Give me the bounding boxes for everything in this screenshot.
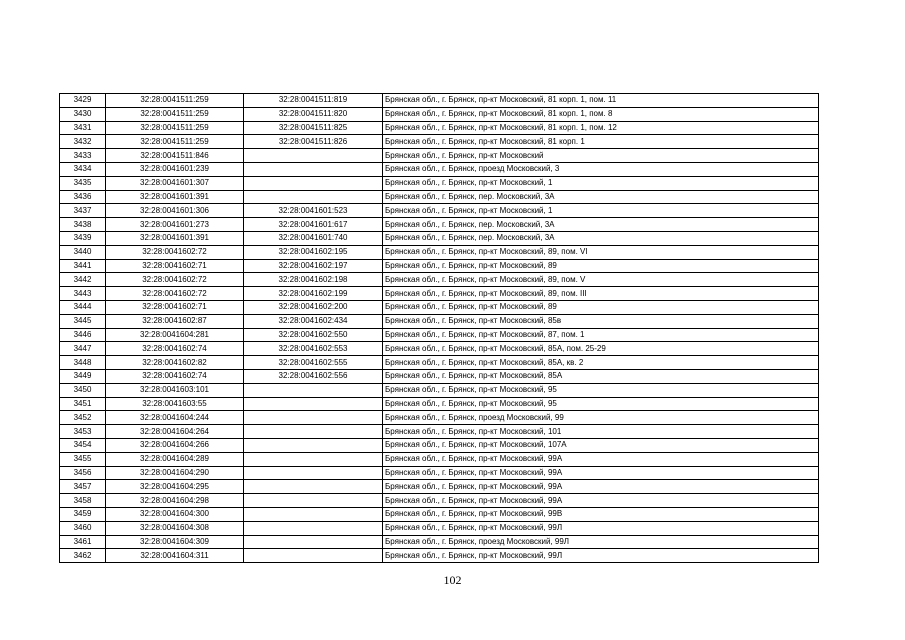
address-cell: Брянская обл., г. Брянск, пр-кт Московский, 99В (383, 507, 819, 521)
land-cadastral-number-cell: 32:28:0041601:391 (106, 190, 244, 204)
address-cell: Брянская обл., г. Брянск, пр-кт Московский, 99Л (383, 521, 819, 535)
table-row (60, 190, 819, 204)
row-number-cell: 3429 (60, 94, 106, 108)
land-cadastral-number-cell: 32:28:0041604:300 (106, 507, 244, 521)
row-number-cell: 3440 (60, 245, 106, 259)
object-cadastral-number-cell: 32:28:0041602:197 (244, 259, 383, 273)
land-cadastral-number-cell: 32:28:0041604:309 (106, 535, 244, 549)
land-cadastral-number-cell: 32:28:0041604:289 (106, 452, 244, 466)
object-cadastral-number-cell (244, 383, 383, 397)
land-cadastral-number-cell: 32:28:0041602:71 (106, 259, 244, 273)
address-cell: Брянская обл., г. Брянск, пр-кт Московский, 85в (383, 314, 819, 328)
address-cell: Брянская обл., г. Брянск, пр-кт Московский, 81 корп. 1 (383, 135, 819, 149)
table-row (60, 480, 819, 494)
address-cell: Брянская обл., г. Брянск, пр-кт Московский, 89 (383, 259, 819, 273)
land-cadastral-number-cell: 32:28:0041604:264 (106, 425, 244, 439)
page-number: 102 (443, 573, 462, 587)
object-cadastral-number-cell: 32:28:0041602:434 (244, 314, 383, 328)
land-cadastral-number-cell: 32:28:0041604:290 (106, 466, 244, 480)
object-cadastral-number-cell: 32:28:0041602:200 (244, 300, 383, 314)
row-number-cell: 3435 (60, 176, 106, 190)
land-cadastral-number-cell: 32:28:0041604:295 (106, 480, 244, 494)
address-cell: Брянская обл., г. Брянск, пр-кт Московский, 101 (383, 425, 819, 439)
land-cadastral-number-cell: 32:28:0041602:74 (106, 342, 244, 356)
address-cell: Брянская обл., г. Брянск, пр-кт Московский, 95 (383, 383, 819, 397)
land-cadastral-number-cell: 32:28:0041602:87 (106, 314, 244, 328)
table-row (60, 438, 819, 452)
land-cadastral-number-cell: 32:28:0041602:71 (106, 300, 244, 314)
address-cell: Брянская обл., г. Брянск, пр-кт Московский, 89 (383, 300, 819, 314)
table-row (60, 245, 819, 259)
table-row (60, 356, 819, 370)
object-cadastral-number-cell: 32:28:0041602:553 (244, 342, 383, 356)
object-cadastral-number-cell (244, 521, 383, 535)
land-cadastral-number-cell: 32:28:0041601:307 (106, 176, 244, 190)
address-cell: Брянская обл., г. Брянск, пр-кт Московский, 89, пом. VI (383, 245, 819, 259)
row-number-cell: 3434 (60, 162, 106, 176)
table-row (60, 535, 819, 549)
address-cell: Брянская обл., г. Брянск, пер. Московский, 3А (383, 190, 819, 204)
row-number-cell: 3444 (60, 300, 106, 314)
object-cadastral-number-cell: 32:28:0041601:617 (244, 218, 383, 232)
row-number-cell: 3460 (60, 521, 106, 535)
land-cadastral-number-cell: 32:28:0041604:281 (106, 328, 244, 342)
object-cadastral-number-cell: 32:28:0041602:555 (244, 356, 383, 370)
object-cadastral-number-cell: 32:28:0041602:198 (244, 273, 383, 287)
row-number-cell: 3441 (60, 259, 106, 273)
row-number-cell: 3458 (60, 494, 106, 508)
row-number-cell: 3451 (60, 397, 106, 411)
row-number-cell: 3432 (60, 135, 106, 149)
object-cadastral-number-cell (244, 549, 383, 563)
land-cadastral-number-cell: 32:28:0041604:308 (106, 521, 244, 535)
land-cadastral-number-cell: 32:28:0041602:72 (106, 245, 244, 259)
row-number-cell: 3431 (60, 121, 106, 135)
object-cadastral-number-cell: 32:28:0041601:740 (244, 231, 383, 245)
object-cadastral-number-cell (244, 535, 383, 549)
address-cell: Брянская обл., г. Брянск, проезд Московский, 3 (383, 162, 819, 176)
address-cell: Брянская обл., г. Брянск, проезд Московский, 99 (383, 411, 819, 425)
object-cadastral-number-cell (244, 438, 383, 452)
land-cadastral-number-cell: 32:28:0041601:391 (106, 231, 244, 245)
address-cell: Брянская обл., г. Брянск, пр-кт Московский, 87, пом. 1 (383, 328, 819, 342)
land-cadastral-number-cell: 32:28:0041603:55 (106, 397, 244, 411)
address-cell: Брянская обл., г. Брянск, пр-кт Московский, 85А, кв. 2 (383, 356, 819, 370)
table-row (60, 162, 819, 176)
row-number-cell: 3430 (60, 107, 106, 121)
table-row (60, 342, 819, 356)
row-number-cell: 3448 (60, 356, 106, 370)
table-row (60, 314, 819, 328)
table-row (60, 383, 819, 397)
land-cadastral-number-cell: 32:28:0041603:101 (106, 383, 244, 397)
registry-table-body (60, 94, 819, 563)
table-row (60, 231, 819, 245)
object-cadastral-number-cell (244, 176, 383, 190)
address-cell: Брянская обл., г. Брянск, пр-кт Московский (383, 149, 819, 163)
table-row (60, 107, 819, 121)
address-cell: Брянская обл., г. Брянск, пр-кт Московский, 95 (383, 397, 819, 411)
table-row (60, 411, 819, 425)
table-row (60, 369, 819, 383)
table-row (60, 466, 819, 480)
address-cell: Брянская обл., г. Брянск, пр-кт Московский, 99А (383, 452, 819, 466)
address-cell: Брянская обл., г. Брянск, пер. Московский, 3А (383, 218, 819, 232)
row-number-cell: 3443 (60, 287, 106, 301)
address-cell: Брянская обл., г. Брянск, пр-кт Московский, 89, пом. III (383, 287, 819, 301)
address-cell: Брянская обл., г. Брянск, пр-кт Московский, 81 корп. 1, пом. 8 (383, 107, 819, 121)
object-cadastral-number-cell (244, 149, 383, 163)
table-row (60, 218, 819, 232)
land-cadastral-number-cell: 32:28:0041602:74 (106, 369, 244, 383)
land-cadastral-number-cell: 32:28:0041601:239 (106, 162, 244, 176)
table-row (60, 300, 819, 314)
object-cadastral-number-cell: 32:28:0041601:523 (244, 204, 383, 218)
address-cell: Брянская обл., г. Брянск, пр-кт Московский, 99А (383, 480, 819, 494)
row-number-cell: 3455 (60, 452, 106, 466)
address-cell: Брянская обл., г. Брянск, пр-кт Московский, 99А (383, 466, 819, 480)
table-row (60, 149, 819, 163)
table-row (60, 397, 819, 411)
row-number-cell: 3452 (60, 411, 106, 425)
table-row (60, 452, 819, 466)
table-row (60, 287, 819, 301)
land-cadastral-number-cell: 32:28:0041602:72 (106, 287, 244, 301)
row-number-cell: 3453 (60, 425, 106, 439)
object-cadastral-number-cell (244, 190, 383, 204)
address-cell: Брянская обл., г. Брянск, пр-кт Московский, 81 корп. 1, пом. 11 (383, 94, 819, 108)
object-cadastral-number-cell: 32:28:0041511:820 (244, 107, 383, 121)
object-cadastral-number-cell (244, 397, 383, 411)
table-row (60, 135, 819, 149)
table-row (60, 259, 819, 273)
land-cadastral-number-cell: 32:28:0041511:259 (106, 121, 244, 135)
row-number-cell: 3450 (60, 383, 106, 397)
table-row (60, 425, 819, 439)
registry-table (59, 93, 819, 563)
object-cadastral-number-cell: 32:28:0041511:819 (244, 94, 383, 108)
table-row (60, 328, 819, 342)
land-cadastral-number-cell: 32:28:0041511:846 (106, 149, 244, 163)
land-cadastral-number-cell: 32:28:0041601:273 (106, 218, 244, 232)
land-cadastral-number-cell: 32:28:0041604:244 (106, 411, 244, 425)
land-cadastral-number-cell: 32:28:0041604:266 (106, 438, 244, 452)
row-number-cell: 3442 (60, 273, 106, 287)
row-number-cell: 3437 (60, 204, 106, 218)
object-cadastral-number-cell: 32:28:0041602:195 (244, 245, 383, 259)
land-cadastral-number-cell: 32:28:0041601:306 (106, 204, 244, 218)
table-row (60, 273, 819, 287)
land-cadastral-number-cell: 32:28:0041604:298 (106, 494, 244, 508)
address-cell: Брянская обл., г. Брянск, пер. Московский, 3А (383, 231, 819, 245)
row-number-cell: 3447 (60, 342, 106, 356)
address-cell: Брянская обл., г. Брянск, пр-кт Московский, 1 (383, 176, 819, 190)
table-row (60, 521, 819, 535)
address-cell: Брянская обл., г. Брянск, пр-кт Московский, 81 корп. 1, пом. 12 (383, 121, 819, 135)
row-number-cell: 3457 (60, 480, 106, 494)
table-row (60, 121, 819, 135)
row-number-cell: 3439 (60, 231, 106, 245)
address-cell: Брянская обл., г. Брянск, пр-кт Московский, 99А (383, 494, 819, 508)
object-cadastral-number-cell (244, 425, 383, 439)
table-row (60, 94, 819, 108)
object-cadastral-number-cell (244, 411, 383, 425)
land-cadastral-number-cell: 32:28:0041602:72 (106, 273, 244, 287)
row-number-cell: 3445 (60, 314, 106, 328)
address-cell: Брянская обл., г. Брянск, пр-кт Московский, 99Л (383, 549, 819, 563)
row-number-cell: 3461 (60, 535, 106, 549)
land-cadastral-number-cell: 32:28:0041511:259 (106, 94, 244, 108)
address-cell: Брянская обл., г. Брянск, проезд Московский, 99Л (383, 535, 819, 549)
object-cadastral-number-cell (244, 162, 383, 176)
object-cadastral-number-cell (244, 494, 383, 508)
row-number-cell: 3449 (60, 369, 106, 383)
land-cadastral-number-cell: 32:28:0041511:259 (106, 107, 244, 121)
table-row (60, 494, 819, 508)
object-cadastral-number-cell (244, 466, 383, 480)
row-number-cell: 3446 (60, 328, 106, 342)
address-cell: Брянская обл., г. Брянск, пр-кт Московский, 107А (383, 438, 819, 452)
address-cell: Брянская обл., г. Брянск, пр-кт Московский, 85А, пом. 25-29 (383, 342, 819, 356)
table-row (60, 176, 819, 190)
object-cadastral-number-cell: 32:28:0041602:556 (244, 369, 383, 383)
land-cadastral-number-cell: 32:28:0041604:311 (106, 549, 244, 563)
row-number-cell: 3433 (60, 149, 106, 163)
object-cadastral-number-cell: 32:28:0041602:199 (244, 287, 383, 301)
object-cadastral-number-cell (244, 452, 383, 466)
object-cadastral-number-cell (244, 507, 383, 521)
table-row (60, 204, 819, 218)
object-cadastral-number-cell: 32:28:0041602:550 (244, 328, 383, 342)
address-cell: Брянская обл., г. Брянск, пр-кт Московский, 89, пом. V (383, 273, 819, 287)
row-number-cell: 3436 (60, 190, 106, 204)
table-row (60, 549, 819, 563)
row-number-cell: 3456 (60, 466, 106, 480)
address-cell: Брянская обл., г. Брянск, пр-кт Московский, 85А (383, 369, 819, 383)
row-number-cell: 3462 (60, 549, 106, 563)
row-number-cell: 3459 (60, 507, 106, 521)
row-number-cell: 3438 (60, 218, 106, 232)
table-row (60, 507, 819, 521)
land-cadastral-number-cell: 32:28:0041602:82 (106, 356, 244, 370)
object-cadastral-number-cell (244, 480, 383, 494)
land-cadastral-number-cell: 32:28:0041511:259 (106, 135, 244, 149)
address-cell: Брянская обл., г. Брянск, пр-кт Московский, 1 (383, 204, 819, 218)
object-cadastral-number-cell: 32:28:0041511:825 (244, 121, 383, 135)
row-number-cell: 3454 (60, 438, 106, 452)
object-cadastral-number-cell: 32:28:0041511:826 (244, 135, 383, 149)
